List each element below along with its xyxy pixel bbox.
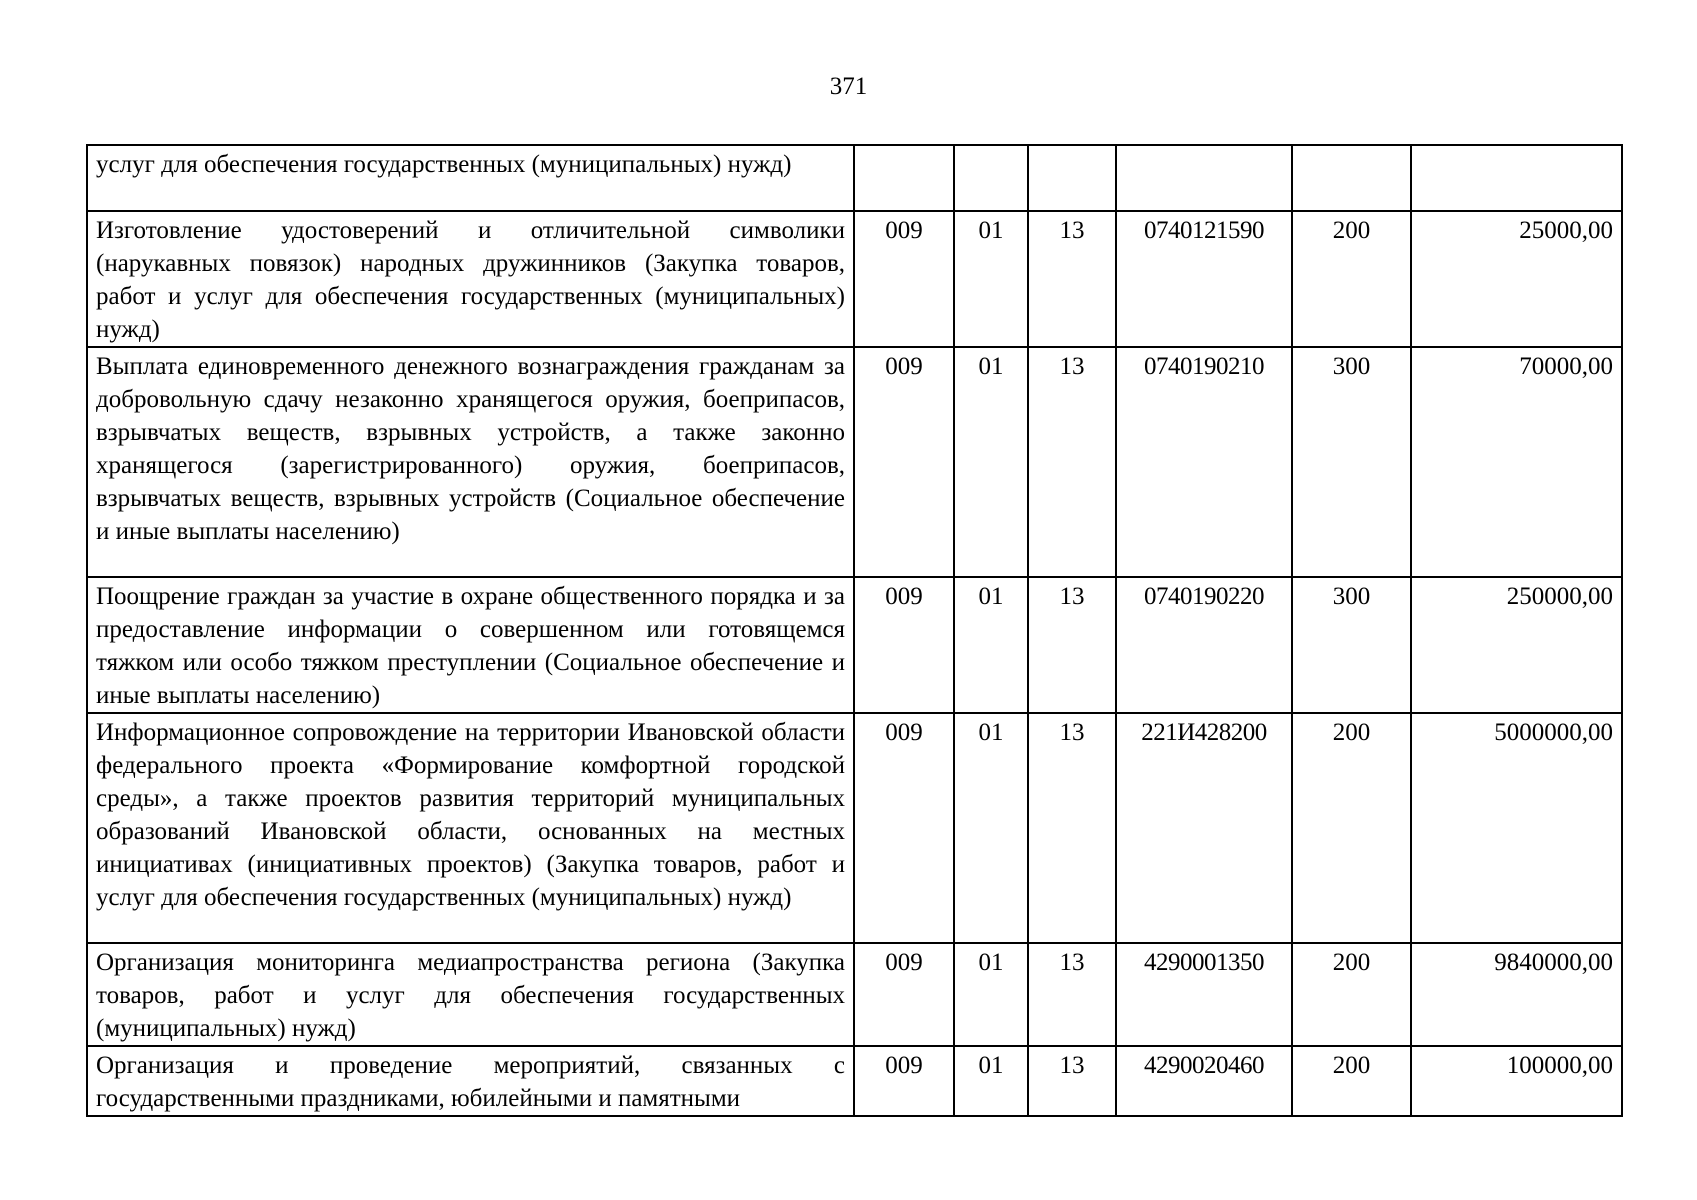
table-row (87, 713, 1622, 943)
table-row (87, 1046, 1622, 1116)
section-code-cell: 01 (954, 1046, 1028, 1116)
expense-name-cell: Организация мониторинга медиапространства региона (Закупка товаров, работ и услуг для обеспечения государственных (муниципальных) нужд) (87, 943, 854, 1046)
target-article-cell: 4290020460 (1116, 1046, 1292, 1116)
expense-type-cell: 300 (1292, 347, 1411, 577)
table-row (87, 943, 1622, 1046)
section-code-cell: 01 (954, 943, 1028, 1046)
subsection-code-cell: 13 (1028, 943, 1116, 1046)
expense-type-cell: 200 (1292, 713, 1411, 943)
amount-cell: 9840000,00 (1411, 943, 1622, 1046)
section-code-cell: 01 (954, 211, 1028, 347)
ministry-code-cell: 009 (854, 347, 954, 577)
amount-cell: 250000,00 (1411, 577, 1622, 713)
amount-cell: 25000,00 (1411, 211, 1622, 347)
expense-name-cell: Поощрение граждан за участие в охране общественного порядка и за предоставление информации о совершенном или готовящемся тяжком или особо тяжком преступлении (Социальное обеспечение и иные выплаты населению) (87, 577, 854, 713)
amount-cell: 70000,00 (1411, 347, 1622, 577)
subsection-code-cell: 13 (1028, 1046, 1116, 1116)
table-row (87, 347, 1622, 577)
table-row (87, 145, 1622, 211)
amount-cell: 5000000,00 (1411, 713, 1622, 943)
ministry-code-cell: 009 (854, 211, 954, 347)
ministry-code-cell: 009 (854, 943, 954, 1046)
target-article-cell: 0740190210 (1116, 347, 1292, 577)
expense-name-cell: Выплата единовременного денежного вознаграждения гражданам за добровольную сдачу незаконно хранящегося оружия, боеприпасов, взрывчатых веществ, взрывных устройств, а также законно хранящегося (зарегистрированного) оружия, боеприпасов, взрывчатых веществ, взрывных устройств (Социальное обеспечение и иные выплаты населению) (87, 347, 854, 577)
subsection-code-cell: 13 (1028, 713, 1116, 943)
ministry-code-cell: 009 (854, 1046, 954, 1116)
ministry-code-cell: 009 (854, 577, 954, 713)
subsection-code-cell: 13 (1028, 347, 1116, 577)
expense-type-cell (1292, 145, 1411, 211)
amount-cell (1411, 145, 1622, 211)
table-row (87, 577, 1622, 713)
budget-table (86, 144, 1623, 1117)
expense-type-cell: 200 (1292, 211, 1411, 347)
expense-type-cell: 200 (1292, 1046, 1411, 1116)
table-row (87, 211, 1622, 347)
subsection-code-cell: 13 (1028, 211, 1116, 347)
expense-name-cell: Информационное сопровождение на территории Ивановской области федерального проекта «Формирование комфортной городской среды», а также проектов развития территорий муниципальных образований Ивановской области, основанных на местных инициативах (инициативных проектов) (Закупка товаров, работ и услуг для обеспечения государственных (муниципальных) нужд) (87, 713, 854, 943)
target-article-cell: 221И428200 (1116, 713, 1292, 943)
amount-cell: 100000,00 (1411, 1046, 1622, 1116)
target-article-cell: 4290001350 (1116, 943, 1292, 1046)
expense-type-cell: 300 (1292, 577, 1411, 713)
expense-type-cell: 200 (1292, 943, 1411, 1046)
target-article-cell: 0740190220 (1116, 577, 1292, 713)
ministry-code-cell: 009 (854, 713, 954, 943)
expense-name-cell: услуг для обеспечения государственных (муниципальных) нужд) (87, 145, 854, 211)
section-code-cell: 01 (954, 347, 1028, 577)
expense-name-cell: Организация и проведение мероприятий, связанных с государственными праздниками, юбилейными и памятными (87, 1046, 854, 1116)
subsection-code-cell: 13 (1028, 577, 1116, 713)
target-article-cell (1116, 145, 1292, 211)
ministry-code-cell (854, 145, 954, 211)
section-code-cell: 01 (954, 713, 1028, 943)
subsection-code-cell (1028, 145, 1116, 211)
section-code-cell (954, 145, 1028, 211)
page-number: 371 (829, 73, 868, 100)
target-article-cell: 0740121590 (1116, 211, 1292, 347)
section-code-cell: 01 (954, 577, 1028, 713)
expense-name-cell: Изготовление удостоверений и отличительной символики (нарукавных повязок) народных дружинников (Закупка товаров, работ и услуг для обеспечения государственных (муниципальных) нужд) (87, 211, 854, 347)
